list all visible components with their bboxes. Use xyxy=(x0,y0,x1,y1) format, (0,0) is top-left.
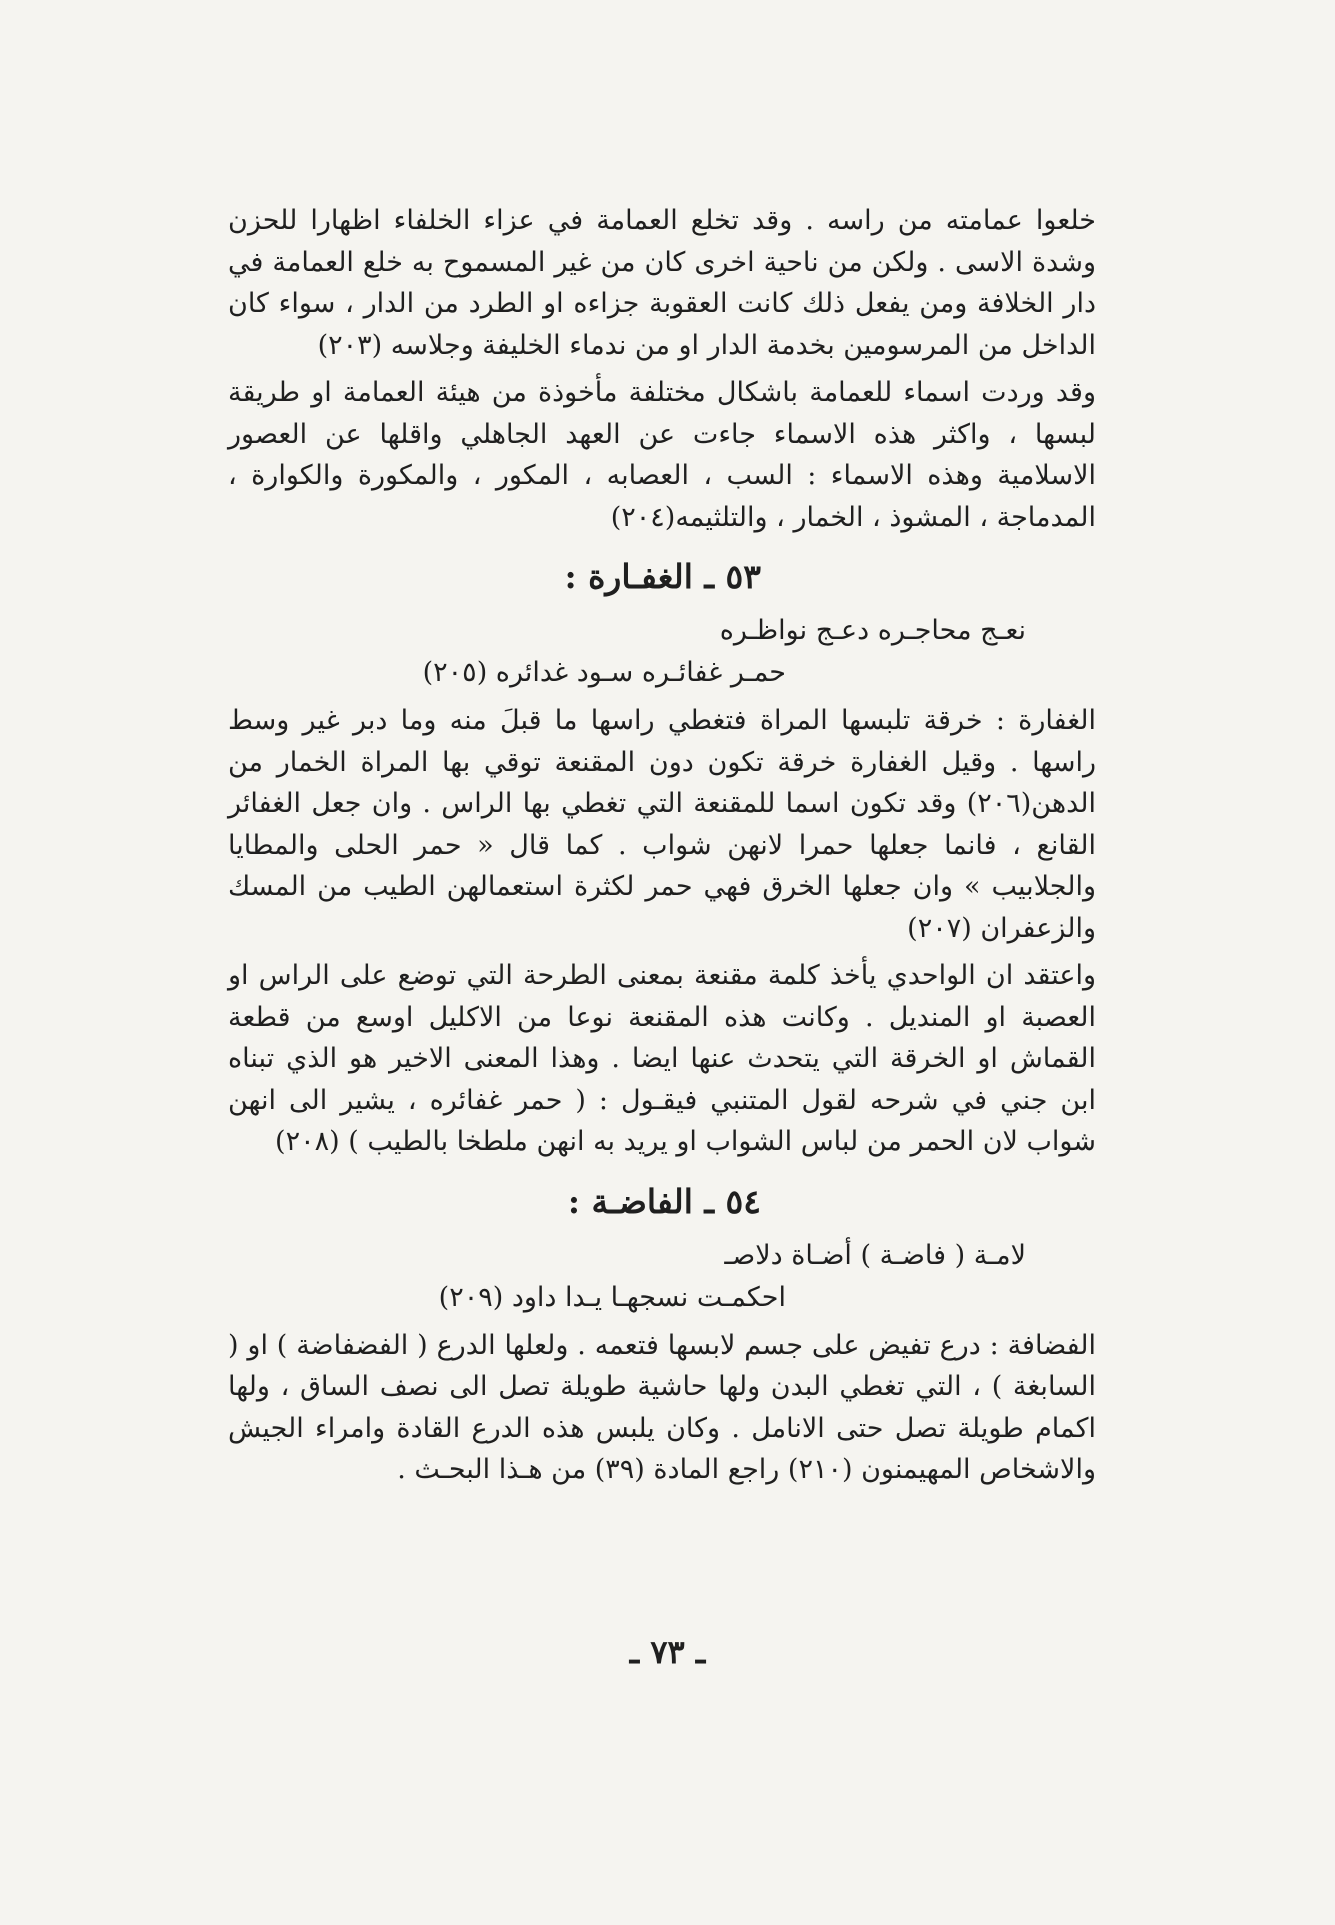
page-number: ـ ٧٣ ـ xyxy=(629,1633,706,1671)
section-heading-54: ٥٤ ـ الفاضـة : xyxy=(567,1181,761,1221)
text-column xyxy=(228,200,1096,1491)
paragraph-ghifara-definition: الغفارة : خرقة تلبسها المراة فتغطي راسها ما قبلَ منه وما دبر غير وسط راسها . وقيل الغفارة خرقة تكون دون المقنعة توقي بها المراة الخمار من الدهن(٢٠٦) وقد تكون اسما للمقنعة التي تغطي بها الراس . وان جعل الغفائر القانع ، فانما جعلها حمرا لانهن شواب . كما قال « حمر الحلى والمطايا والجلابيب » وان جعلها الخرق فهي حمر لكثرة استعمالهن الطيب من المسك والزعفران (٢٠٧) xyxy=(228,705,1096,944)
verse-54-line-2: احكمـت نسجهـا يـدا داود (٢٠٩) xyxy=(438,1281,786,1313)
paragraph-turban-names: وقد وردت اسماء للعمامة باشكال مختلفة مأخوذة من هيئة العمامة او طريقة لبسها ، واكثر هذه الاسماء جاءت عن العهد الجاهلي واقلها عن العصور الاسلامية وهذه الاسماء : السب ، العصابه ، المكور ، والمكورة والكوارة ، المدماجة ، المشوذ ، الخمار ، والتلثيمه(٢٠٤) xyxy=(228,377,1096,533)
verse-54-line-1: لامـة ( فاضـة ) أضـاة دلاصـ xyxy=(724,1239,1026,1271)
paragraph-fadafa-definition: الفضافة : درع تفيض على جسم لابسها فتعمه . ولعلها الدرع ( الفضفاضة ) او ( السابغة ) ، التي تغطي البدن ولها حاشية طويلة تصل الى نصف الساق ، ولها اكمام طويلة تصل حتى الانامل . وكان يلبس هذه الدرع القادة وامراء الجيش والاشخاص المهيمنون (٢١٠) راجع المادة (٣٩) من هـذا البحـث . xyxy=(228,1329,1096,1485)
section-heading-53: ٥٣ ـ الغفـارة : xyxy=(564,557,761,596)
verse-53-line-1: نعـج محاجـره دعـج نواظـره xyxy=(719,615,1026,646)
paragraph-wahidi-opinion: واعتقد ان الواحدي يأخذ كلمة مقنعة بمعنى الطرحة التي توضع على الراس او العصبة او المنديل . وكانت هذه المقنعة نوعا من الاكليل اوسع من قطعة القماش او الخرقة التي يتحدث عنها ايضا . وهذا المعنى الاخير هو الذي تبناه ابن جني في شرحه لقول المتنبي فيقـول : ( حمر غفائره ، يشير الى انهن شواب لان الحمر من لباس الشواب او يريد به انهن ملطخا بالطيب ) (٢٠٨) xyxy=(228,960,1096,1157)
paragraph-turban-removal: خلعوا عمامته من راسه . وقد تخلع العمامة في عزاء الخلفاء اظهارا للحزن وشدة الاسى . ولكن من ناحية اخرى كان من غير المسموح به خلع العمامة في دار الخلافة ومن يفعل ذلك كانت العقوبة جزاءه او الطرد من الدار ، سواء كان الداخل من المرسومين بخدمة الدار او من ندماء الخليفة وجلاسه (٢٠٣) xyxy=(228,205,1096,361)
verse-53-line-2: حمـر غفائـره سـود غدائره (٢٠٥) xyxy=(422,657,786,688)
